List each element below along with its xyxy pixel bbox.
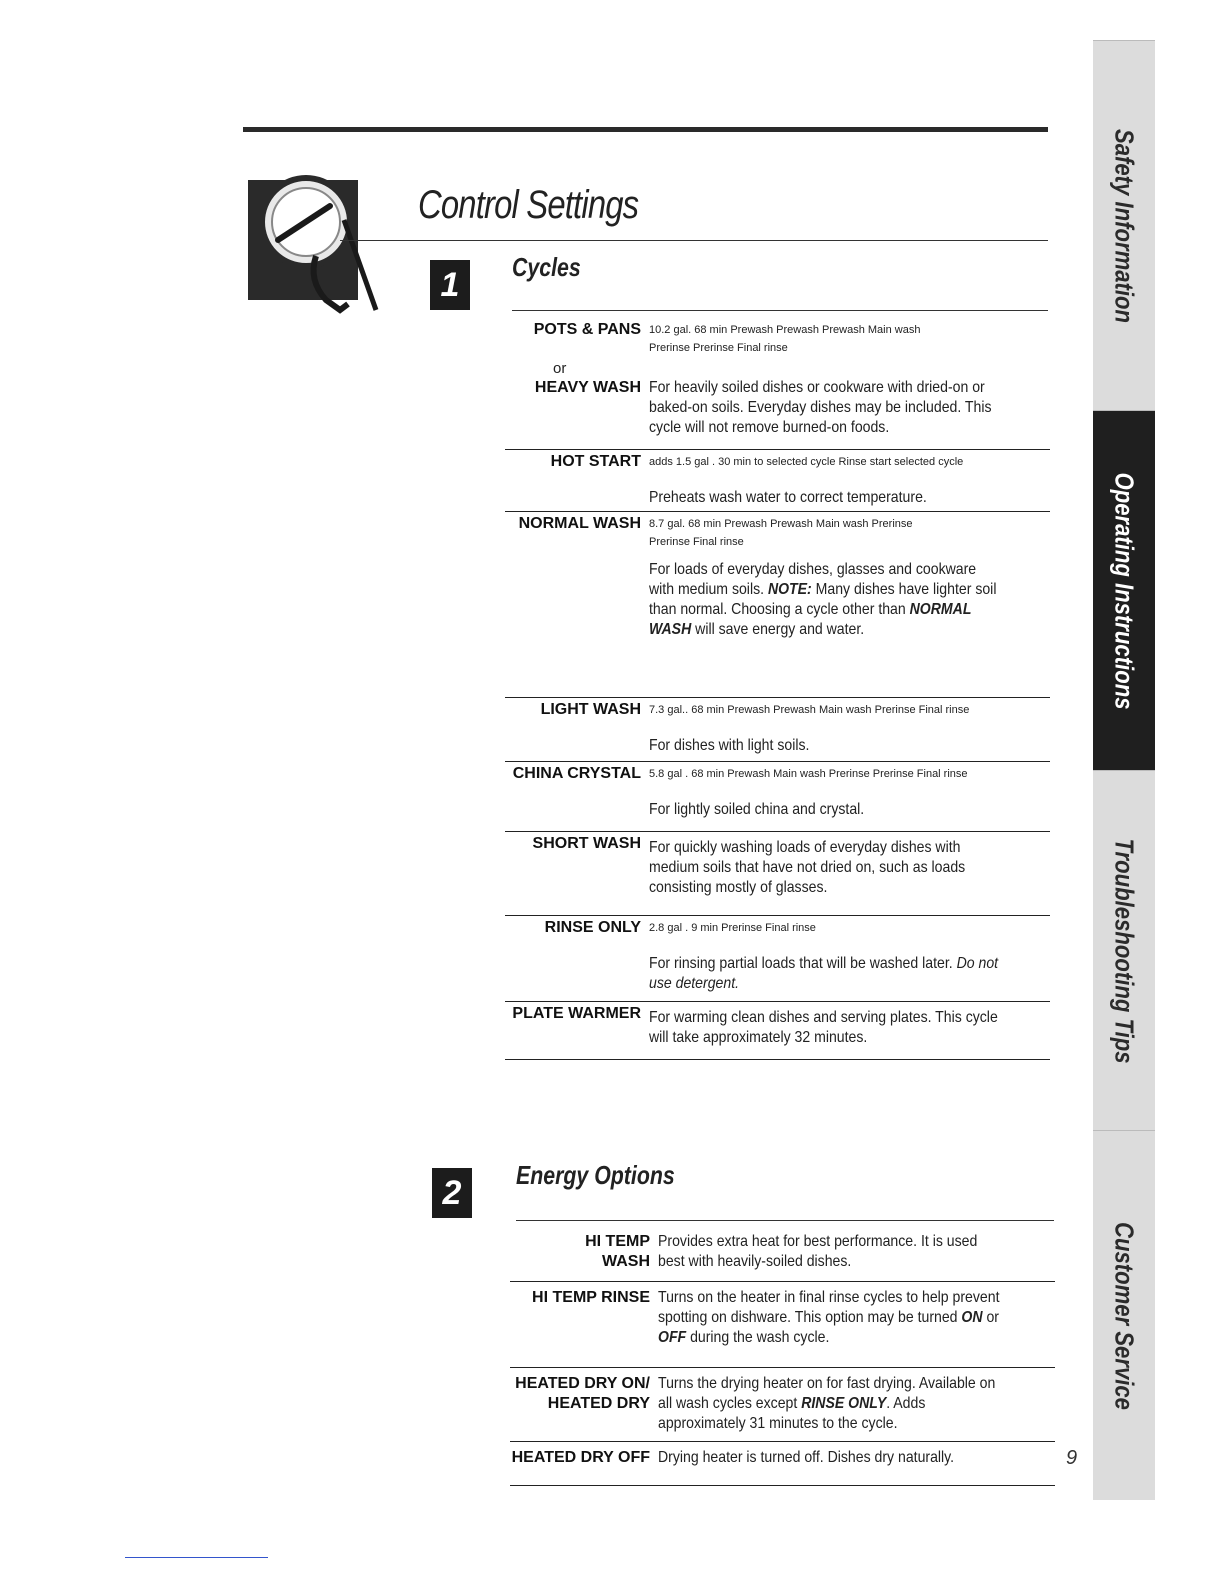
description-text: For warming clean dishes and serving plates. This cycle will take approximately 32 minutes.	[649, 1009, 998, 1046]
description-text: Turns on the heater in final rinse cycles to help prevent spotting on dishware. This option may be turned	[658, 1289, 1000, 1326]
side-tab-label: Operating Instructions	[1109, 472, 1140, 709]
section-rule	[516, 1220, 1054, 1221]
side-tab-strip	[1093, 40, 1155, 1500]
setting-description	[649, 488, 1001, 508]
setting-description	[658, 1448, 1006, 1468]
side-tab[interactable]	[1093, 40, 1155, 410]
setting-description	[649, 736, 1001, 756]
setting-label: RINSE ONLY	[544, 919, 641, 936]
description-text: OFF	[658, 1329, 687, 1346]
setting-row	[505, 698, 1050, 762]
setting-row	[510, 1442, 1055, 1486]
section-number-badge: 1	[430, 260, 470, 310]
cycle-specs: 5.8 gal . 68 min Prewash Main wash Prerinse Prerinse Final rinse	[649, 768, 968, 780]
setting-row	[510, 1282, 1055, 1368]
cycle-specs: 7.3 gal.. 68 min Prewash Prewash Main wash Prerinse Final rinse	[649, 704, 970, 716]
setting-row	[505, 318, 1050, 450]
setting-description	[649, 800, 1001, 820]
cycle-specs: 8.7 gal. 68 min Prewash Prewash Main wash Prerinse	[649, 518, 913, 530]
setting-row	[505, 512, 1050, 698]
setting-label: HI TEMP WASH	[585, 1233, 650, 1270]
description-text: NORMAL WASH	[649, 601, 972, 638]
description-text: Provides extra heat for best performance. It is used best with heavily-soiled dishes.	[658, 1233, 978, 1270]
setting-row	[505, 1002, 1050, 1060]
section-number-badge: 2	[432, 1168, 472, 1218]
setting-description	[649, 378, 1001, 438]
description-text: For rinsing partial loads that will be washed later.	[649, 955, 957, 972]
side-tab-label: Customer Service	[1109, 1221, 1140, 1410]
description-text: Preheats wash water to correct temperature.	[649, 489, 927, 506]
cycle-specs: 2.8 gal . 9 min Prerinse Final rinse	[649, 922, 816, 934]
description-text: Turns the drying heater on for fast drying. Available on all wash cycles except	[658, 1375, 996, 1412]
setting-label: HOT START	[550, 453, 641, 470]
description-text: . Adds approximately 31 minutes to the cycle.	[658, 1395, 926, 1432]
title-rule	[340, 240, 1048, 241]
setting-label: HEATED DRY ON/ HEATED DRY	[515, 1375, 650, 1412]
description-text: For dishes with light soils.	[649, 737, 810, 754]
or-separator: or	[553, 360, 567, 377]
setting-description	[658, 1288, 1006, 1348]
description-text: RINSE ONLY	[801, 1395, 887, 1412]
section-heading: Energy Options	[516, 1160, 675, 1190]
setting-label: PLATE WARMER	[512, 1005, 641, 1022]
section-heading: Cycles	[512, 252, 581, 282]
description-text: For heavily soiled dishes or cookware with dried-on or baked-on soils. Everyday dishes may be included. This cycle will not remove burned-on foods.	[649, 379, 992, 436]
description-text: Many dishes have lighter soil than normal. Choosing a cycle other than	[649, 581, 997, 618]
setting-label: NORMAL WASH	[518, 515, 641, 532]
top-rule	[243, 127, 1048, 132]
energy-options-list	[510, 1226, 1055, 1486]
cycle-specs: Prerinse Final rinse	[649, 536, 744, 548]
setting-description	[649, 954, 1001, 994]
description-text: during the wash cycle.	[686, 1329, 830, 1346]
page-number: 9	[1066, 1447, 1078, 1469]
setting-label: LIGHT WASH	[540, 701, 641, 718]
cycles-list	[505, 318, 1050, 1060]
setting-label: SHORT WASH	[532, 835, 641, 852]
setting-description	[649, 560, 1001, 640]
side-tab[interactable]	[1093, 770, 1155, 1130]
description-text: or	[982, 1309, 999, 1326]
setting-label: HEAVY WASH	[534, 379, 641, 396]
setting-row	[505, 916, 1050, 1002]
setting-row	[505, 832, 1050, 916]
section-rule	[512, 310, 1048, 311]
description-text: For loads of everyday dishes, glasses and cookware with medium soils.	[649, 561, 977, 598]
cycle-specs: 10.2 gal. 68 min Prewash Prewash Prewash Main wash	[649, 324, 921, 336]
setting-row	[510, 1226, 1055, 1282]
setting-label: POTS & PANS	[533, 321, 641, 338]
description-text: For lightly soiled china and crystal.	[649, 801, 865, 818]
setting-description	[658, 1232, 1006, 1272]
setting-description	[649, 838, 1001, 898]
setting-row	[505, 450, 1050, 512]
side-tab[interactable]	[1093, 1130, 1155, 1500]
description-text: will save energy and water.	[691, 621, 865, 638]
setting-row	[510, 1368, 1055, 1442]
cycle-specs: Prerinse Prerinse Final rinse	[649, 342, 788, 354]
cycle-specs: adds 1.5 gal . 30 min to selected cycle Rinse start selected cycle	[649, 456, 964, 468]
description-text: Drying heater is turned off. Dishes dry naturally.	[658, 1449, 955, 1466]
side-tab[interactable]	[1093, 410, 1155, 770]
page-title: Control Settings	[418, 183, 639, 227]
setting-label: HI TEMP RINSE	[532, 1289, 650, 1306]
description-text: ON	[961, 1309, 983, 1326]
description-text: Do not use detergent.	[649, 955, 999, 992]
setting-label: HEATED DRY OFF	[511, 1449, 650, 1466]
side-tab-label: Safety Information	[1109, 128, 1140, 323]
setting-description	[658, 1374, 1006, 1434]
description-text: NOTE:	[767, 581, 812, 598]
bottom-rule	[125, 1557, 268, 1558]
description-text: For quickly washing loads of everyday dishes with medium soils that have not dried on, such as loads consisting mostly of glasses.	[649, 839, 966, 896]
setting-description	[649, 1008, 1001, 1048]
setting-label: CHINA CRYSTAL	[512, 765, 641, 782]
side-tab-label: Troubleshooting Tips	[1109, 837, 1140, 1064]
setting-row	[505, 762, 1050, 832]
